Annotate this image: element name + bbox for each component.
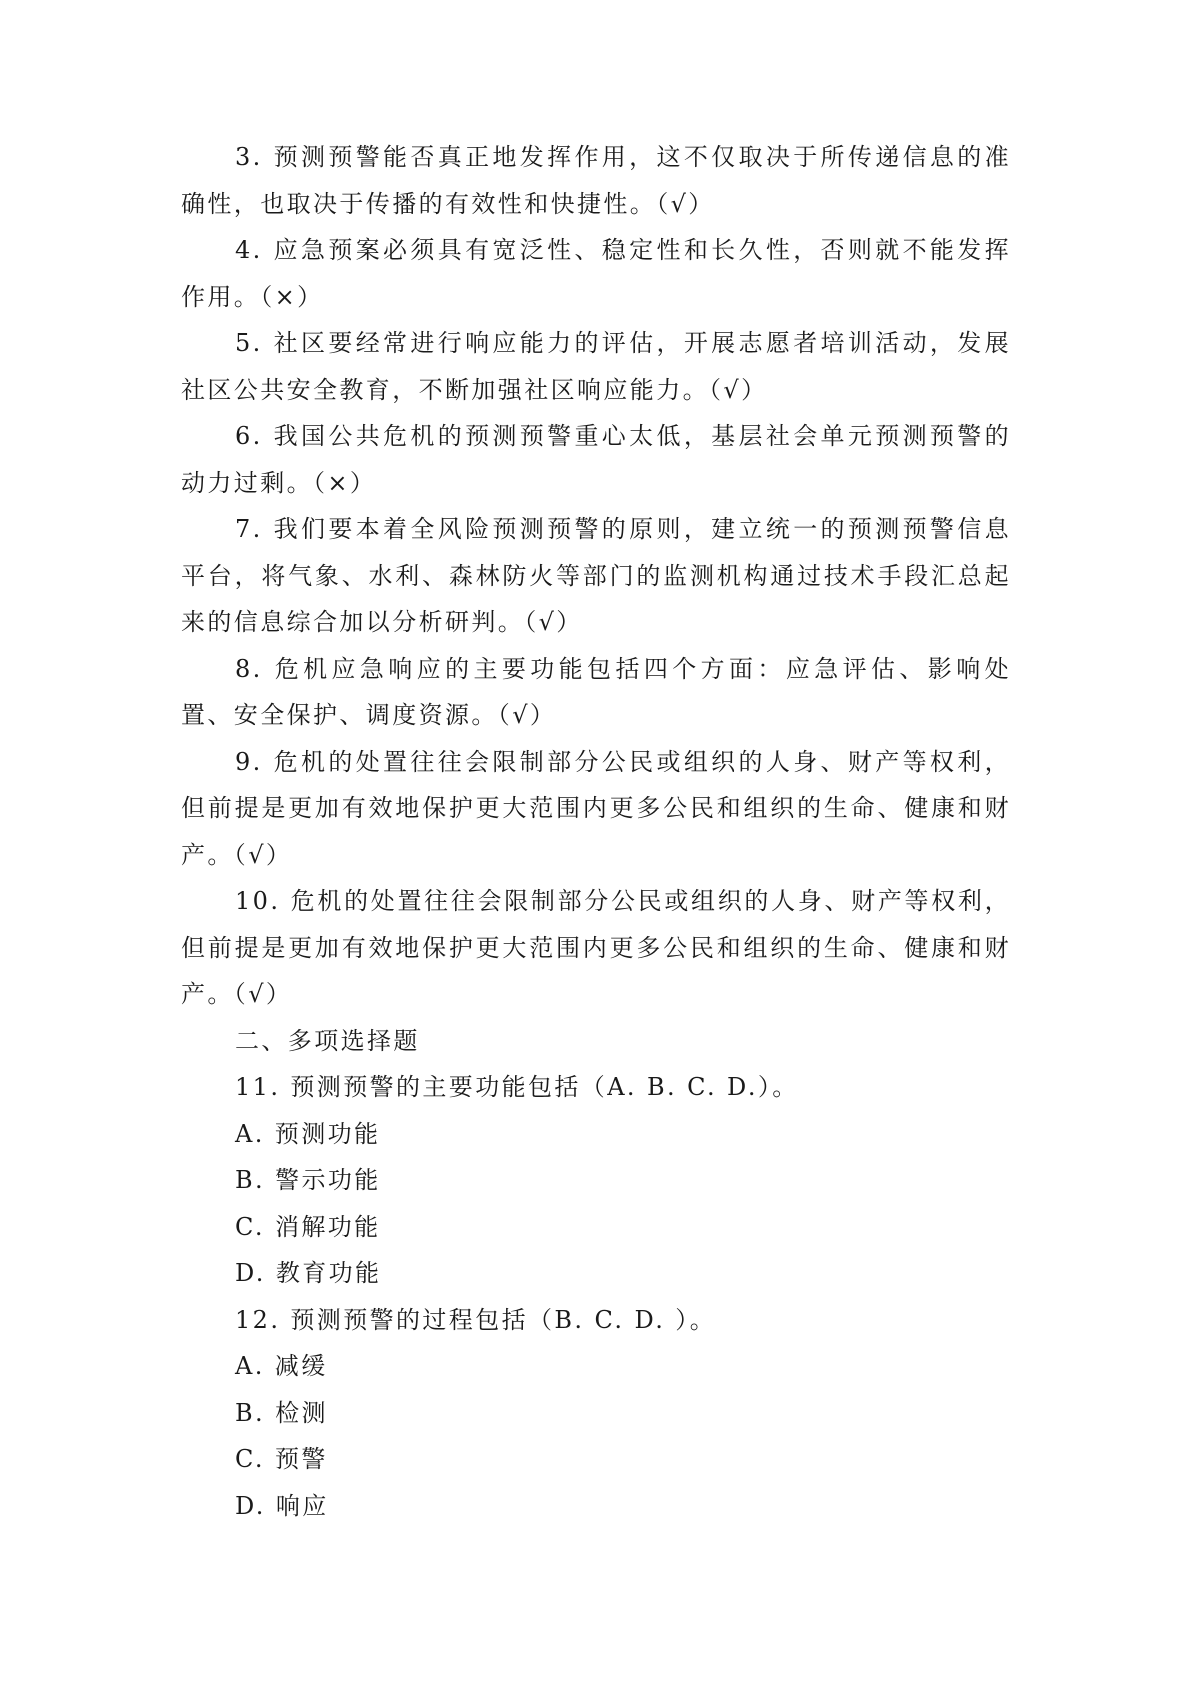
- judgment-item-9: 9. 危机的处置往往会限制部分公民或组织的人身、财产等权利，但前提是更加有效地保护更大范围内更多公民和组织的生命、健康和财产。（√）: [181, 747, 1011, 869]
- judgment-item-6: 6. 我国公共危机的预测预警重心太低，基层社会单元预测预警的动力过剩。（×）: [181, 422, 1011, 497]
- question-11-stem: 11. 预测预警的主要功能包括（A. B. C. D.）。: [235, 1073, 799, 1101]
- section-heading-multiple-choice: 二、多项选择题: [235, 1026, 420, 1055]
- judgment-item-5: 5. 社区要经常进行响应能力的评估，开展志愿者培训活动，发展社区公共安全教育，不断加强社区响应能力。（√）: [181, 329, 1011, 404]
- document-body: [181, 134, 1011, 1529]
- question-12-stem: 12. 预测预警的过程包括（B. C. D. ）。: [235, 1305, 717, 1334]
- question-12-option-b: B. 检测: [235, 1398, 328, 1427]
- judgment-item-10: 10. 危机的处置往往会限制部分公民或组织的人身、财产等权利，但前提是更加有效地保护更大范围内更多公民和组织的生命、健康和财产。（√）: [181, 887, 1011, 1008]
- question-11-option-d: D. 教育功能: [235, 1259, 382, 1287]
- judgment-item-3: 3. 预测预警能否真正地发挥作用，这不仅取决于所传递信息的准确性，也取决于传播的有效性和快捷性。（√）: [181, 143, 1011, 218]
- question-12-option-a: A. 减缓: [235, 1352, 328, 1380]
- judgment-item-8: 8. 危机应急响应的主要功能包括四个方面：应急评估、影响处置、安全保护、调度资源。（√）: [181, 654, 1011, 729]
- question-12-option-d: D. 响应: [235, 1491, 329, 1520]
- judgment-item-4: 4. 应急预案必须具有宽泛性、稳定性和长久性，否则就不能发挥作用。（×）: [181, 236, 1011, 311]
- question-11-option-b: B. 警示功能: [235, 1166, 381, 1194]
- question-11-option-a: A. 预测功能: [235, 1119, 381, 1148]
- judgment-item-7: 7. 我们要本着全风险预测预警的原则，建立统一的预测预警信息平台，将气象、水利、森林防火等部门的监测机构通过技术手段汇总起来的信息综合加以分析研判。（√）: [181, 515, 1011, 636]
- question-12-option-c: C. 预警: [235, 1445, 328, 1473]
- question-11-option-c: C. 消解功能: [235, 1212, 381, 1241]
